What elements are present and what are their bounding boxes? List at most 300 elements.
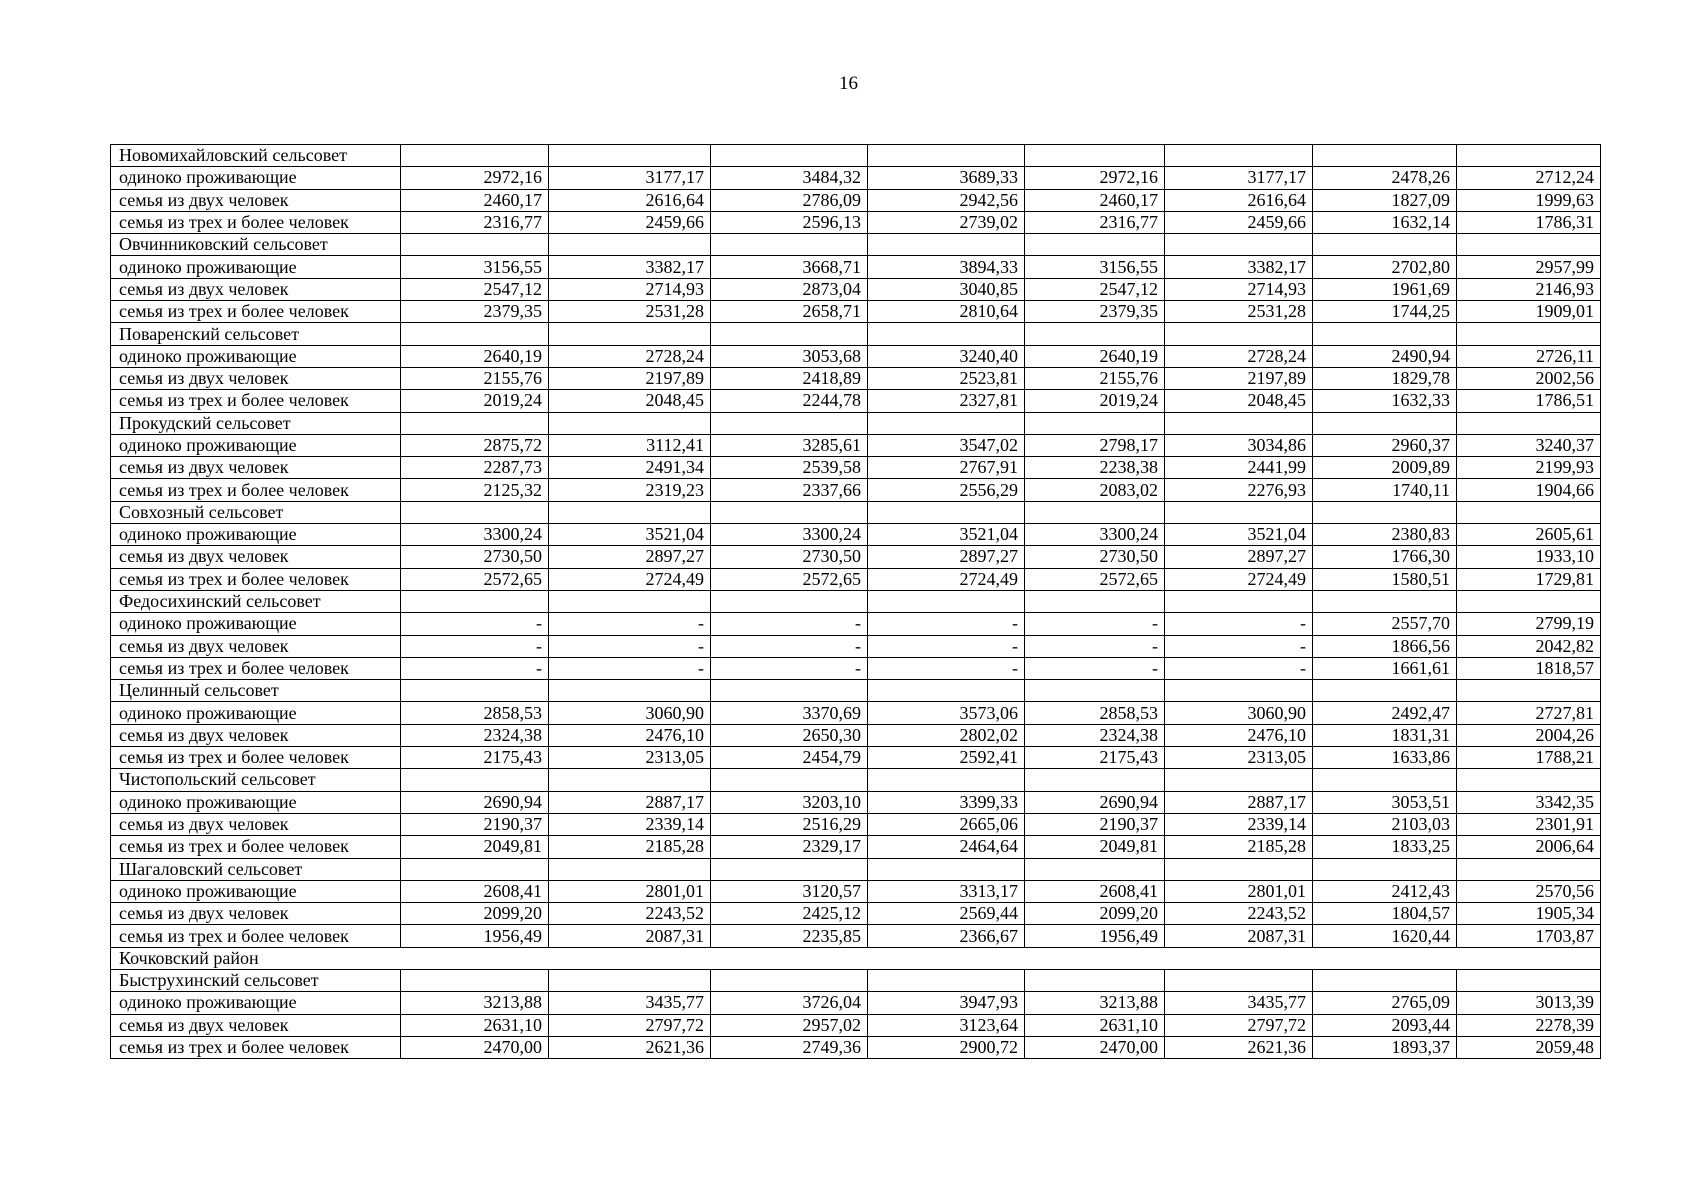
empty-cell <box>1165 234 1313 256</box>
value-cell: 2460,17 <box>1025 189 1165 211</box>
group-header-row <box>111 412 1601 434</box>
value-cell: 2379,35 <box>1025 301 1165 323</box>
empty-cell <box>401 412 549 434</box>
empty-cell <box>868 501 1025 523</box>
group-name: Новомихайловский сельсовет <box>111 145 401 167</box>
empty-cell <box>1165 145 1313 167</box>
empty-cell <box>549 769 711 791</box>
value-cell: 2042,82 <box>1457 635 1601 657</box>
value-cell: 2786,09 <box>711 189 868 211</box>
empty-cell <box>401 501 549 523</box>
value-cell: 1740,11 <box>1313 479 1457 501</box>
value-cell: 3053,68 <box>711 345 868 367</box>
empty-cell <box>1313 769 1457 791</box>
row-label: семья из трех и более человек <box>111 301 401 323</box>
empty-cell <box>1165 412 1313 434</box>
value-cell: 2797,72 <box>1165 1014 1313 1036</box>
value-cell: 2702,80 <box>1313 256 1457 278</box>
value-cell: 2476,10 <box>1165 724 1313 746</box>
empty-cell <box>1165 680 1313 702</box>
value-cell: - <box>401 657 549 679</box>
value-cell: 2767,91 <box>868 457 1025 479</box>
table-row <box>111 367 1601 389</box>
table-row <box>111 702 1601 724</box>
empty-cell <box>1025 145 1165 167</box>
table-row <box>111 546 1601 568</box>
value-cell: 2190,37 <box>1025 813 1165 835</box>
value-cell: 2019,24 <box>1025 390 1165 412</box>
value-cell: 2724,49 <box>549 568 711 590</box>
table-row <box>111 278 1601 300</box>
table-row <box>111 434 1601 456</box>
value-cell: 2858,53 <box>401 702 549 724</box>
empty-cell <box>1313 234 1457 256</box>
value-cell: 2957,02 <box>711 1014 868 1036</box>
row-label: семья из двух человек <box>111 635 401 657</box>
empty-cell <box>711 501 868 523</box>
value-cell: 1766,30 <box>1313 546 1457 568</box>
value-cell: 3120,57 <box>711 880 868 902</box>
value-cell: 2287,73 <box>401 457 549 479</box>
row-label: одиноко проживающие <box>111 256 401 278</box>
value-cell: 2175,43 <box>1025 747 1165 769</box>
value-cell: 1956,49 <box>401 925 549 947</box>
empty-cell <box>1313 412 1457 434</box>
value-cell: 2004,26 <box>1457 724 1601 746</box>
value-cell: 2596,13 <box>711 211 868 233</box>
value-cell: 2712,24 <box>1457 167 1601 189</box>
empty-cell <box>711 858 868 880</box>
value-cell: 2339,14 <box>549 813 711 835</box>
value-cell: 3521,04 <box>549 524 711 546</box>
empty-cell <box>1457 412 1601 434</box>
value-cell: 2006,64 <box>1457 836 1601 858</box>
group-header-row <box>111 323 1601 345</box>
group-name: Федосихинский сельсовет <box>111 590 401 612</box>
value-cell: 1933,10 <box>1457 546 1601 568</box>
table-row <box>111 903 1601 925</box>
row-label: семья из трех и более человек <box>111 836 401 858</box>
empty-cell <box>1025 323 1165 345</box>
empty-cell <box>549 145 711 167</box>
value-cell: 2185,28 <box>549 836 711 858</box>
value-cell: 3521,04 <box>1165 524 1313 546</box>
value-cell: 3177,17 <box>1165 167 1313 189</box>
value-cell: 2146,93 <box>1457 278 1601 300</box>
table-row <box>111 791 1601 813</box>
value-cell: 2418,89 <box>711 367 868 389</box>
value-cell: 1620,44 <box>1313 925 1457 947</box>
value-cell: 2019,24 <box>401 390 549 412</box>
value-cell: 3300,24 <box>401 524 549 546</box>
value-cell: 2099,20 <box>401 903 549 925</box>
empty-cell <box>1165 323 1313 345</box>
empty-cell <box>549 969 711 991</box>
table-row <box>111 724 1601 746</box>
value-cell: 2539,58 <box>711 457 868 479</box>
group-name: Быструхинский сельсовет <box>111 969 401 991</box>
value-cell: 2569,44 <box>868 903 1025 925</box>
value-cell: 2087,31 <box>549 925 711 947</box>
empty-cell <box>549 412 711 434</box>
value-cell: 2087,31 <box>1165 925 1313 947</box>
value-cell: 2897,27 <box>868 546 1025 568</box>
value-cell: 2155,76 <box>401 367 549 389</box>
value-cell: 1956,49 <box>1025 925 1165 947</box>
value-cell: 2801,01 <box>1165 880 1313 902</box>
value-cell: 2379,35 <box>401 301 549 323</box>
value-cell: 2858,53 <box>1025 702 1165 724</box>
value-cell: 2327,81 <box>868 390 1025 412</box>
value-cell: 2557,70 <box>1313 613 1457 635</box>
value-cell: 3060,90 <box>1165 702 1313 724</box>
value-cell: 2412,43 <box>1313 880 1457 902</box>
tariff-table <box>110 144 1601 1059</box>
value-cell: 3435,77 <box>1165 992 1313 1014</box>
empty-cell <box>868 412 1025 434</box>
value-cell: 2570,56 <box>1457 880 1601 902</box>
value-cell: 3060,90 <box>549 702 711 724</box>
value-cell: 1833,25 <box>1313 836 1457 858</box>
value-cell: 2454,79 <box>711 747 868 769</box>
value-cell: 2802,02 <box>868 724 1025 746</box>
group-header-row <box>111 969 1601 991</box>
empty-cell <box>1025 590 1165 612</box>
value-cell: 2798,17 <box>1025 434 1165 456</box>
empty-cell <box>549 323 711 345</box>
empty-cell <box>1457 858 1601 880</box>
table-body <box>111 145 1601 1059</box>
value-cell: 2801,01 <box>549 880 711 902</box>
value-cell: 2316,77 <box>401 211 549 233</box>
value-cell: 2049,81 <box>401 836 549 858</box>
value-cell: 2324,38 <box>1025 724 1165 746</box>
value-cell: 3156,55 <box>401 256 549 278</box>
value-cell: 2547,12 <box>401 278 549 300</box>
value-cell: 2714,93 <box>549 278 711 300</box>
table-row <box>111 390 1601 412</box>
value-cell: 2009,89 <box>1313 457 1457 479</box>
empty-cell <box>1165 590 1313 612</box>
row-label: семья из двух человек <box>111 1014 401 1036</box>
empty-cell <box>711 323 868 345</box>
value-cell: 1831,31 <box>1313 724 1457 746</box>
value-cell: 2728,24 <box>549 345 711 367</box>
value-cell: 2972,16 <box>401 167 549 189</box>
value-cell: 2726,11 <box>1457 345 1601 367</box>
empty-cell <box>1457 769 1601 791</box>
value-cell: 2592,41 <box>868 747 1025 769</box>
value-cell: 1786,31 <box>1457 211 1601 233</box>
empty-cell <box>401 969 549 991</box>
district-header-row <box>111 947 1601 969</box>
table-row <box>111 256 1601 278</box>
value-cell: 2616,64 <box>1165 189 1313 211</box>
group-header-row <box>111 858 1601 880</box>
empty-cell <box>1313 323 1457 345</box>
value-cell: 2103,03 <box>1313 813 1457 835</box>
table-row <box>111 301 1601 323</box>
group-header-row <box>111 769 1601 791</box>
value-cell: 2797,72 <box>549 1014 711 1036</box>
value-cell: 3177,17 <box>549 167 711 189</box>
value-cell: 1788,21 <box>1457 747 1601 769</box>
row-label: семья из трех и более человек <box>111 747 401 769</box>
value-cell: 1744,25 <box>1313 301 1457 323</box>
empty-cell <box>868 680 1025 702</box>
value-cell: 2572,65 <box>1025 568 1165 590</box>
value-cell: 2470,00 <box>401 1036 549 1058</box>
value-cell: 2048,45 <box>1165 390 1313 412</box>
row-label: одиноко проживающие <box>111 880 401 902</box>
table-row <box>111 836 1601 858</box>
value-cell: 2531,28 <box>1165 301 1313 323</box>
value-cell: 3435,77 <box>549 992 711 1014</box>
table-row <box>111 613 1601 635</box>
value-cell: 1905,34 <box>1457 903 1601 925</box>
value-cell: - <box>711 635 868 657</box>
empty-cell <box>711 969 868 991</box>
row-label: одиноко проживающие <box>111 791 401 813</box>
value-cell: 3521,04 <box>868 524 1025 546</box>
value-cell: 1632,14 <box>1313 211 1457 233</box>
value-cell: 2476,10 <box>549 724 711 746</box>
value-cell: 1703,87 <box>1457 925 1601 947</box>
value-cell: 2380,83 <box>1313 524 1457 546</box>
table-row <box>111 167 1601 189</box>
value-cell: - <box>401 613 549 635</box>
empty-cell <box>868 969 1025 991</box>
row-label: одиноко проживающие <box>111 613 401 635</box>
value-cell: 2059,48 <box>1457 1036 1601 1058</box>
value-cell: 2616,64 <box>549 189 711 211</box>
row-label: семья из трех и более человек <box>111 479 401 501</box>
value-cell: 2464,64 <box>868 836 1025 858</box>
group-name: Совхозный сельсовет <box>111 501 401 523</box>
value-cell: 2631,10 <box>401 1014 549 1036</box>
value-cell: 2155,76 <box>1025 367 1165 389</box>
value-cell: 1633,86 <box>1313 747 1457 769</box>
value-cell: 2190,37 <box>401 813 549 835</box>
value-cell: 2957,99 <box>1457 256 1601 278</box>
row-label: семья из двух человек <box>111 903 401 925</box>
value-cell: 1904,66 <box>1457 479 1601 501</box>
empty-cell <box>401 858 549 880</box>
value-cell: - <box>1025 657 1165 679</box>
empty-cell <box>549 234 711 256</box>
value-cell: 2608,41 <box>1025 880 1165 902</box>
table-row <box>111 657 1601 679</box>
row-label: семья из двух человек <box>111 278 401 300</box>
empty-cell <box>711 590 868 612</box>
group-name: Овчинниковский сельсовет <box>111 234 401 256</box>
value-cell: 2621,36 <box>1165 1036 1313 1058</box>
value-cell: 2897,27 <box>1165 546 1313 568</box>
group-header-row <box>111 590 1601 612</box>
value-cell: 3547,02 <box>868 434 1025 456</box>
value-cell: 2724,49 <box>868 568 1025 590</box>
empty-cell <box>549 858 711 880</box>
value-cell: - <box>1025 635 1165 657</box>
value-cell: 3112,41 <box>549 434 711 456</box>
empty-cell <box>1313 501 1457 523</box>
value-cell: 3894,33 <box>868 256 1025 278</box>
value-cell: 1818,57 <box>1457 657 1601 679</box>
table-row <box>111 925 1601 947</box>
value-cell: 2739,02 <box>868 211 1025 233</box>
group-name: Целинный сельсовет <box>111 680 401 702</box>
value-cell: 2608,41 <box>401 880 549 902</box>
value-cell: 2313,05 <box>549 747 711 769</box>
value-cell: 3240,40 <box>868 345 1025 367</box>
value-cell: 1961,69 <box>1313 278 1457 300</box>
empty-cell <box>401 769 549 791</box>
value-cell: 3399,33 <box>868 791 1025 813</box>
value-cell: 3300,24 <box>711 524 868 546</box>
value-cell: 3123,64 <box>868 1014 1025 1036</box>
value-cell: 2631,10 <box>1025 1014 1165 1036</box>
value-cell: 3382,17 <box>1165 256 1313 278</box>
empty-cell <box>549 501 711 523</box>
empty-cell <box>1457 590 1601 612</box>
value-cell: 2329,17 <box>711 836 868 858</box>
value-cell: 2650,30 <box>711 724 868 746</box>
empty-cell <box>711 412 868 434</box>
value-cell: 2470,00 <box>1025 1036 1165 1058</box>
empty-cell <box>549 680 711 702</box>
empty-cell <box>1025 501 1165 523</box>
table-row <box>111 747 1601 769</box>
value-cell: 2175,43 <box>401 747 549 769</box>
value-cell: 2640,19 <box>1025 345 1165 367</box>
value-cell: 2316,77 <box>1025 211 1165 233</box>
value-cell: 2083,02 <box>1025 479 1165 501</box>
value-cell: 2460,17 <box>401 189 549 211</box>
group-name: Чистопольский сельсовет <box>111 769 401 791</box>
value-cell: 1866,56 <box>1313 635 1457 657</box>
value-cell: 2238,38 <box>1025 457 1165 479</box>
value-cell: 3689,33 <box>868 167 1025 189</box>
value-cell: 2972,16 <box>1025 167 1165 189</box>
value-cell: 2244,78 <box>711 390 868 412</box>
row-label: семья из двух человек <box>111 546 401 568</box>
value-cell: 2197,89 <box>1165 367 1313 389</box>
value-cell: 2690,94 <box>401 791 549 813</box>
value-cell: - <box>711 613 868 635</box>
value-cell: 3726,04 <box>711 992 868 1014</box>
value-cell: 2728,24 <box>1165 345 1313 367</box>
value-cell: 1661,61 <box>1313 657 1457 679</box>
value-cell: 2724,49 <box>1165 568 1313 590</box>
value-cell: 1786,51 <box>1457 390 1601 412</box>
group-header-row <box>111 501 1601 523</box>
value-cell: 2319,23 <box>549 479 711 501</box>
row-label: семья из двух человек <box>111 457 401 479</box>
value-cell: 2185,28 <box>1165 836 1313 858</box>
row-label: одиноко проживающие <box>111 702 401 724</box>
value-cell: 3213,88 <box>401 992 549 1014</box>
empty-cell <box>1313 590 1457 612</box>
value-cell: 3053,51 <box>1313 791 1457 813</box>
row-label: одиноко проживающие <box>111 167 401 189</box>
group-header-row <box>111 680 1601 702</box>
empty-cell <box>401 680 549 702</box>
table-row <box>111 813 1601 835</box>
table-row <box>111 635 1601 657</box>
value-cell: - <box>868 657 1025 679</box>
value-cell: - <box>868 635 1025 657</box>
value-cell: - <box>1165 657 1313 679</box>
value-cell: 3947,93 <box>868 992 1025 1014</box>
value-cell: 2478,26 <box>1313 167 1457 189</box>
value-cell: 2942,56 <box>868 189 1025 211</box>
row-label: семья из двух человек <box>111 367 401 389</box>
row-label: семья из двух человек <box>111 813 401 835</box>
value-cell: 2337,66 <box>711 479 868 501</box>
empty-cell <box>549 590 711 612</box>
table-row <box>111 992 1601 1014</box>
value-cell: 2556,29 <box>868 479 1025 501</box>
empty-cell <box>401 234 549 256</box>
value-cell: - <box>1165 635 1313 657</box>
value-cell: 2640,19 <box>401 345 549 367</box>
value-cell: 2425,12 <box>711 903 868 925</box>
value-cell: 3285,61 <box>711 434 868 456</box>
table-row <box>111 345 1601 367</box>
empty-cell <box>1457 969 1601 991</box>
value-cell: 2547,12 <box>1025 278 1165 300</box>
value-cell: 1999,63 <box>1457 189 1601 211</box>
empty-cell <box>711 145 868 167</box>
value-cell: - <box>868 613 1025 635</box>
value-cell: 1804,57 <box>1313 903 1457 925</box>
empty-cell <box>1025 680 1165 702</box>
group-name: Прокудский сельсовет <box>111 412 401 434</box>
empty-cell <box>1457 323 1601 345</box>
value-cell: 2339,14 <box>1165 813 1313 835</box>
empty-cell <box>868 858 1025 880</box>
value-cell: 3156,55 <box>1025 256 1165 278</box>
empty-cell <box>868 323 1025 345</box>
value-cell: 1632,33 <box>1313 390 1457 412</box>
value-cell: 2605,61 <box>1457 524 1601 546</box>
empty-cell <box>1457 145 1601 167</box>
empty-cell <box>1313 145 1457 167</box>
value-cell: 1893,37 <box>1313 1036 1457 1058</box>
empty-cell <box>1025 769 1165 791</box>
value-cell: - <box>549 635 711 657</box>
group-name: Шагаловский сельсовет <box>111 858 401 880</box>
value-cell: 2002,56 <box>1457 367 1601 389</box>
empty-cell <box>401 590 549 612</box>
empty-cell <box>868 590 1025 612</box>
empty-cell <box>711 769 868 791</box>
empty-cell <box>1457 501 1601 523</box>
value-cell: 3300,24 <box>1025 524 1165 546</box>
value-cell: - <box>401 635 549 657</box>
value-cell: 3484,32 <box>711 167 868 189</box>
value-cell: 2490,94 <box>1313 345 1457 367</box>
value-cell: 1580,51 <box>1313 568 1457 590</box>
row-label: семья из трех и более человек <box>111 568 401 590</box>
value-cell: 2900,72 <box>868 1036 1025 1058</box>
row-label: семья из трех и более человек <box>111 925 401 947</box>
empty-cell <box>1313 858 1457 880</box>
value-cell: 2665,06 <box>868 813 1025 835</box>
value-cell: 2765,09 <box>1313 992 1457 1014</box>
value-cell: 2730,50 <box>401 546 549 568</box>
value-cell: 2243,52 <box>549 903 711 925</box>
